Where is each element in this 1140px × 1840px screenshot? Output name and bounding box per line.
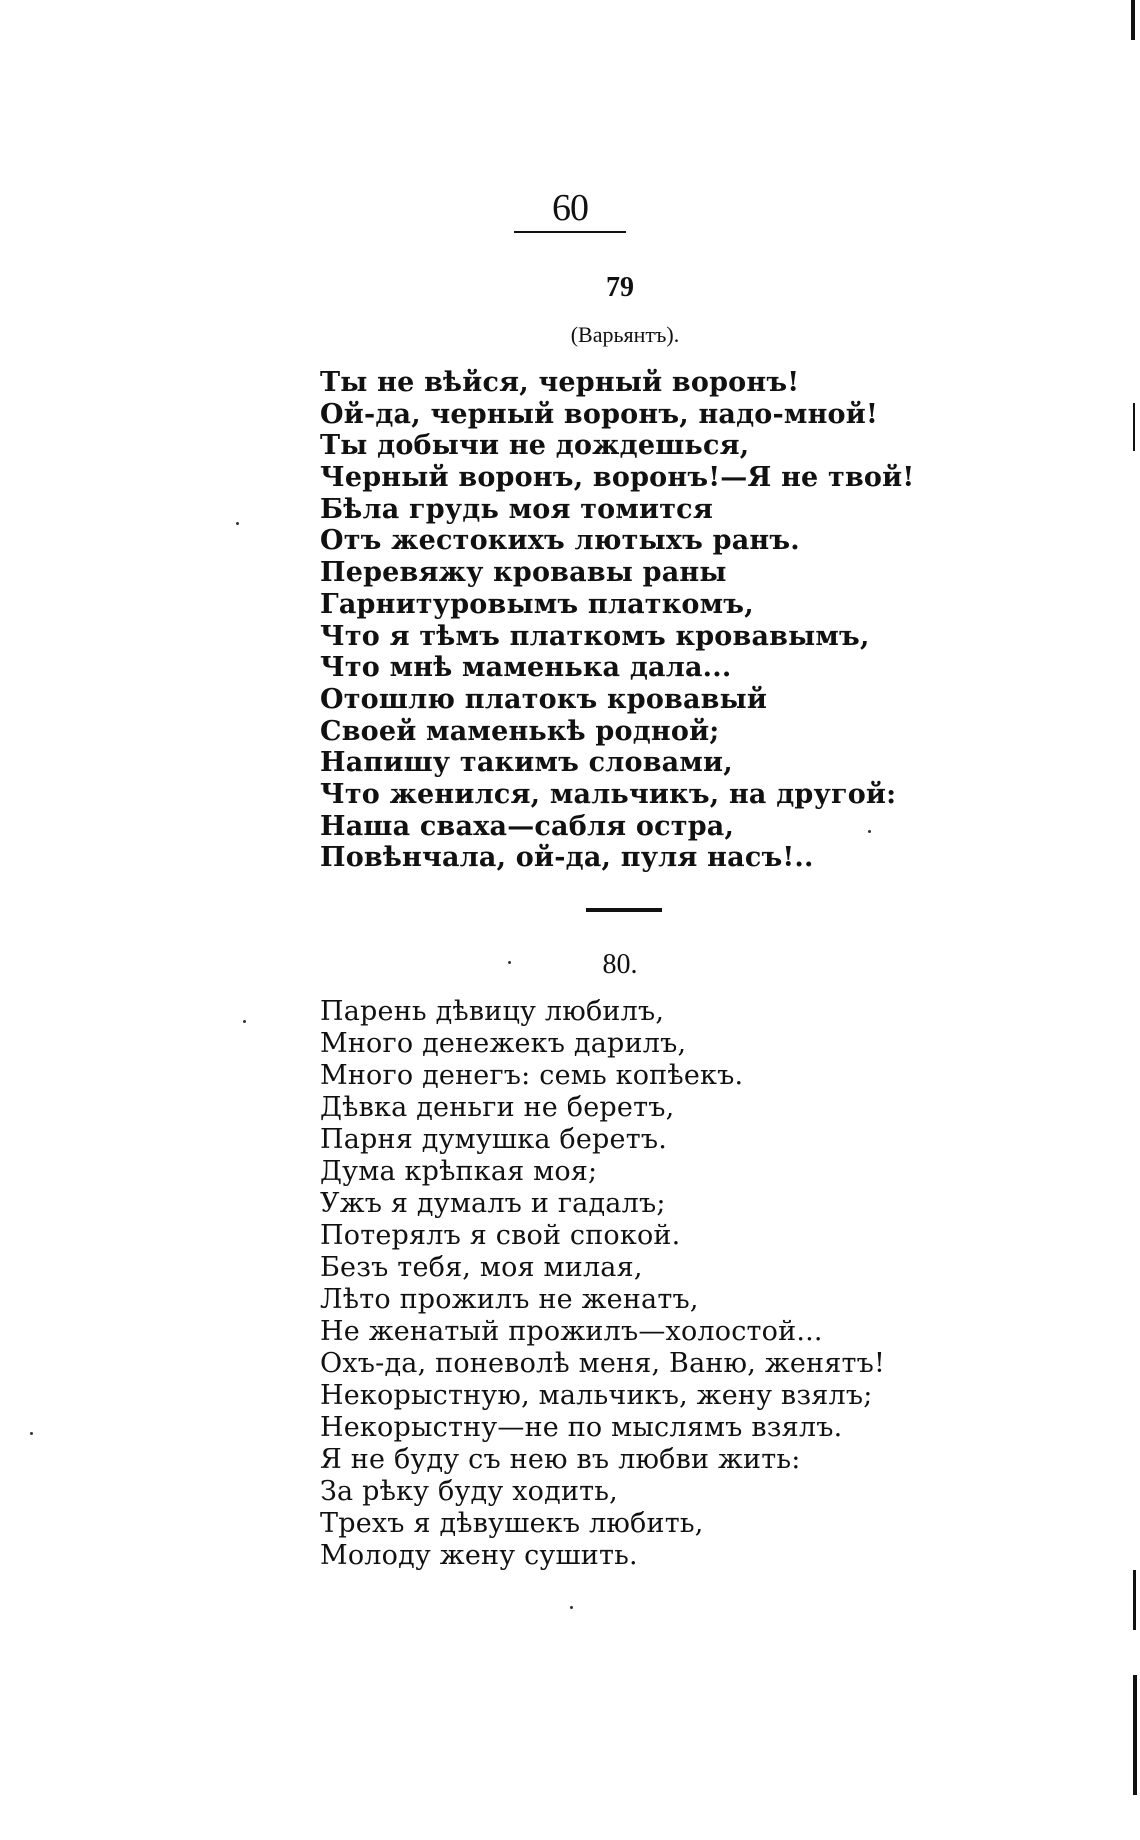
verse-line: Отошлю платокъ кровавый — [320, 683, 768, 715]
verse-line: Черный воронъ, воронъ!—Я не твой! — [320, 462, 915, 494]
scan-edge-mark — [1133, 1675, 1137, 1795]
verse-line: Наша сваха—сабля остра, — [320, 810, 735, 842]
verse-line: Бѣла грудь моя томится — [320, 493, 713, 525]
verse-line: Гарнитуровымъ платкомъ, — [320, 588, 754, 620]
page-number-underline — [514, 231, 626, 233]
verse-line: Не женатый прожилъ—холостой... — [320, 1316, 823, 1347]
verse-line: Некорыстну—не по мыслямъ взялъ. — [320, 1412, 843, 1443]
verse-line: Парень дѣвицу любилъ, — [320, 996, 665, 1027]
section-divider — [586, 908, 662, 912]
verse-line: Отъ жестокихъ лютыхъ ранъ. — [320, 525, 800, 557]
verse-line: Молоду жену сушить. — [320, 1540, 638, 1571]
scan-speck — [236, 522, 239, 525]
verse-line: Повѣнчала, ой-да, пуля насъ!.. — [320, 842, 814, 874]
verse-line: За рѣку буду ходить, — [320, 1476, 618, 1507]
verse-line: Трехъ я дѣвушекъ любить, — [320, 1508, 704, 1539]
poem-79-verse — [320, 367, 960, 874]
scan-speck — [30, 1432, 33, 1435]
verse-line: Много денежекъ дарилъ, — [320, 1028, 687, 1059]
verse-line: Безъ тебя, моя милая, — [320, 1252, 643, 1283]
scan-edge-mark — [1133, 1570, 1136, 1630]
verse-line: Перевяжу кровавы раны — [320, 557, 727, 589]
poem-79-variant-label: (Варьянтъ). — [570, 322, 680, 347]
verse-line: Ты не вѣйся, черный воронъ! — [320, 367, 800, 398]
poem-79-number: 79 — [606, 272, 634, 303]
poem-80-verse — [320, 996, 960, 1572]
verse-line: Дѣвка деньги не беретъ, — [320, 1092, 675, 1123]
verse-line: Потерялъ я свой спокой. — [320, 1220, 681, 1251]
verse-line: Своей маменькѣ родной; — [320, 715, 720, 747]
poem-80-number: 80. — [602, 949, 638, 980]
scan-edge-mark — [1133, 403, 1135, 451]
page-number: 60 — [552, 187, 588, 229]
scan-speck — [508, 961, 511, 964]
verse-line: Парня думушка беретъ. — [320, 1124, 667, 1155]
verse-line: Охъ-да, поневолѣ меня, Ваню, женятъ! — [320, 1348, 886, 1379]
verse-line: Что женился, мальчикъ, на другой: — [320, 778, 897, 810]
verse-line: Я не буду съ нею въ любви жить: — [320, 1444, 801, 1475]
scan-speck — [243, 1020, 246, 1023]
verse-line: Напишу такимъ словами, — [320, 747, 733, 779]
verse-line: Ты добычи не дождешься, — [320, 430, 750, 462]
verse-line: Лѣто прожилъ не женатъ, — [320, 1284, 699, 1315]
verse-line: Много денегъ: семь копѣекъ. — [320, 1060, 744, 1091]
verse-line: Дума крѣпкая моя; — [320, 1156, 598, 1187]
verse-line: Ужъ я думалъ и гадалъ; — [320, 1188, 666, 1219]
verse-line: Некорыстную, мальчикъ, жену взялъ; — [320, 1380, 873, 1411]
scan-edge-mark — [1131, 0, 1135, 40]
scan-speck — [868, 830, 871, 833]
verse-line: Что мнѣ маменька дала... — [320, 652, 732, 684]
verse-line: Ой-да, черный воронъ, надо-мной! — [320, 398, 879, 430]
scan-speck — [570, 1606, 573, 1609]
verse-line: Что я тѣмъ платкомъ кровавымъ, — [320, 620, 870, 652]
